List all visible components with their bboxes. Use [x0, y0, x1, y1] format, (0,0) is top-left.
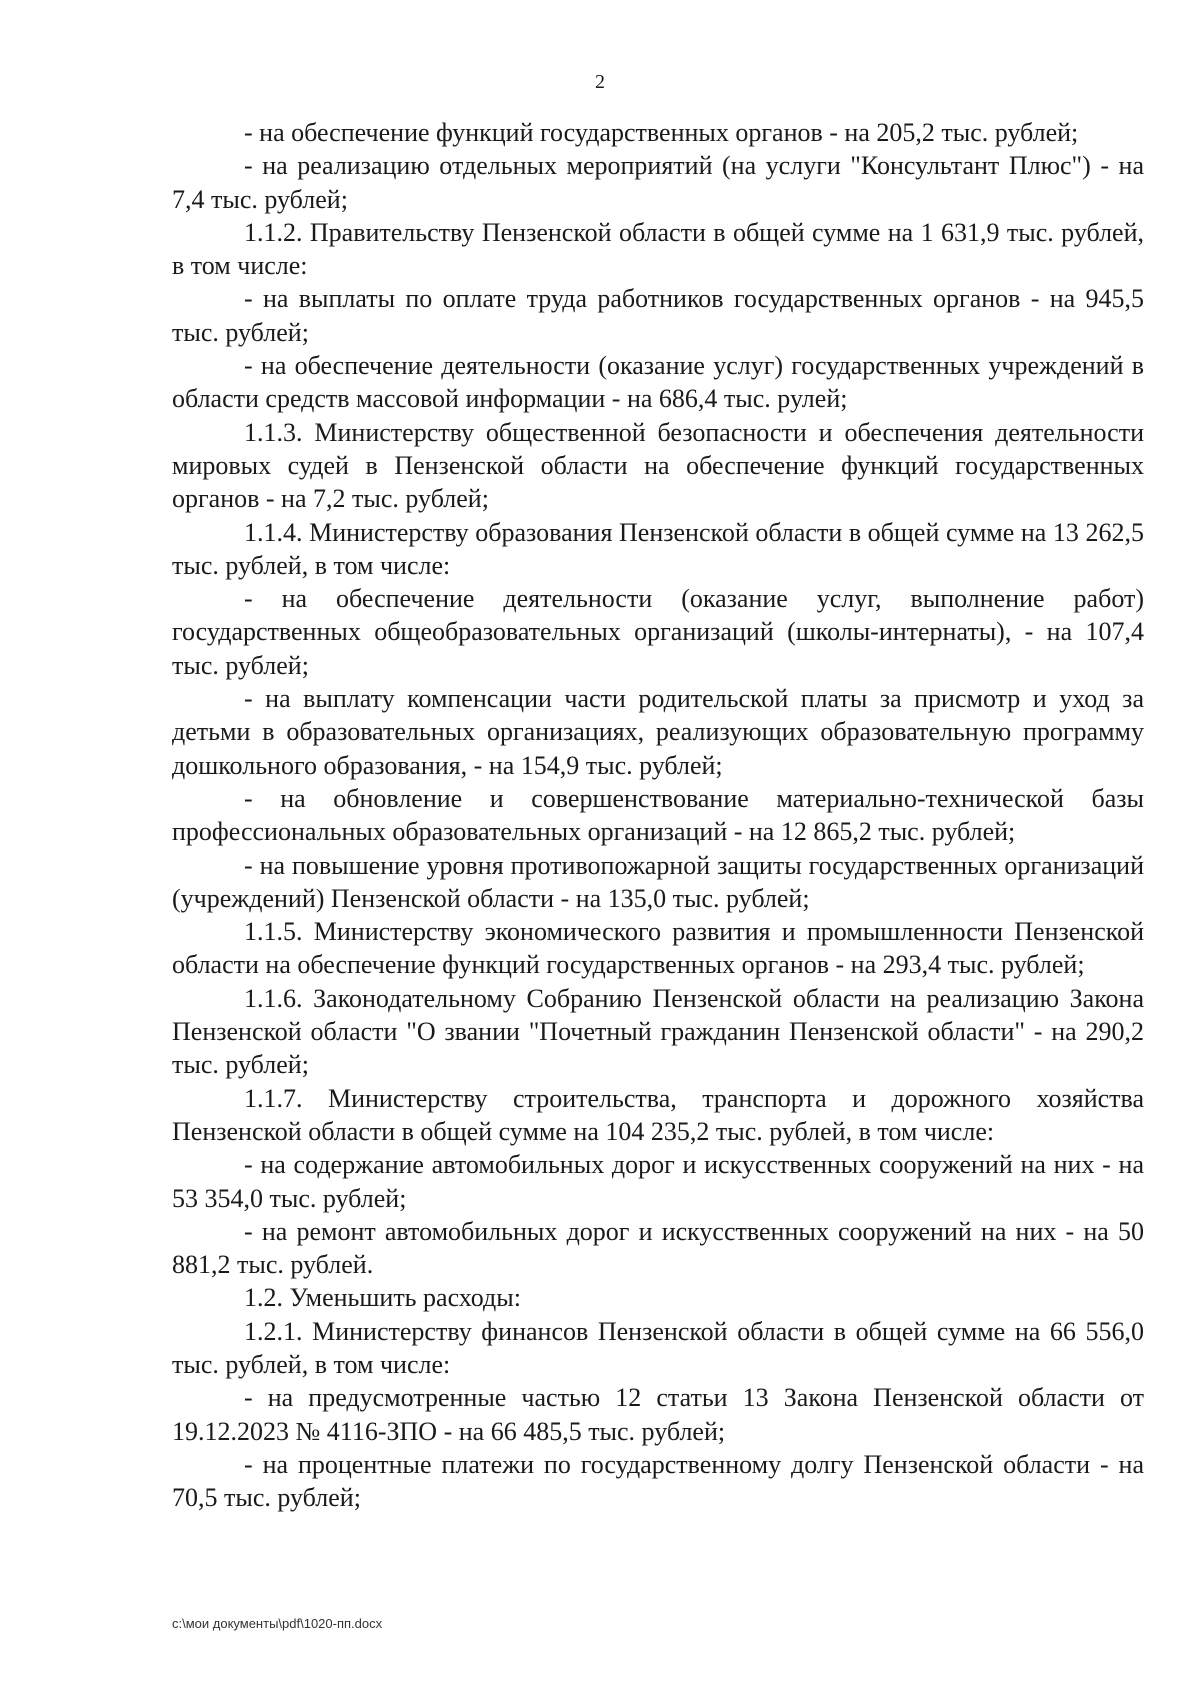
paragraph: 1.1.7. Министерству строительства, транспорта и дорожного хозяйства Пензенской области в общей сумме на 104 235,2 тыс. рублей, в том числе: — [172, 1083, 1144, 1146]
paragraph: - на реализацию отдельных мероприятий (на услуги "Консультант Плюс") - на 7,4 тыс. рублей; — [172, 151, 1144, 214]
paragraph: - на выплату компенсации части родительской платы за присмотр и уход за детьми в образовательных организациях, реализующих образовательную программу дошкольного образования, - на 154,9 тыс. рублей; — [172, 684, 1144, 780]
paragraph: 1.1.3. Министерству общественной безопасности и обеспечения деятельности мировых судей в Пензенской области на обеспечение функций государственных органов - на 7,2 тыс. рублей; — [172, 417, 1144, 514]
paragraph: - на обновление и совершенствование материально-технической базы профессиональных образовательных организаций - на 12 865,2 тыс. рублей; — [172, 783, 1144, 847]
page-number: 2 — [595, 71, 605, 93]
paragraph: - на содержание автомобильных дорог и искусственных сооружений на них - на 53 354,0 тыс. рублей; — [172, 1150, 1144, 1213]
paragraph: - на ремонт автомобильных дорог и искусственных сооружений на них - на 50 881,2 тыс. рублей. — [172, 1216, 1144, 1280]
paragraph: 1.1.2. Правительству Пензенской области в общей сумме на 1 631,9 тыс. рублей, в том числе: — [172, 217, 1144, 281]
paragraph: - на выплаты по оплате труда работников государственных органов - на 945,5 тыс. рублей; — [172, 284, 1144, 347]
paragraph: 1.2.1. Министерству финансов Пензенской области в общей сумме на 66 556,0 тыс. рублей, в том числе: — [172, 1316, 1144, 1379]
paragraph: - на процентные платежи по государственному долгу Пензенской области - на 70,5 тыс. рублей; — [172, 1449, 1144, 1513]
paragraph: 1.1.5. Министерству экономического развития и промышленности Пензенской области на обеспечение функций государственных органов - на 293,4 тыс. рублей; — [172, 917, 1144, 980]
paragraph: - на обеспечение функций государственных органов - на 205,2 тыс. рублей; — [244, 118, 1079, 147]
paragraph: 1.2. Уменьшить расходы: — [244, 1283, 521, 1313]
paragraph: - на повышение уровня противопожарной защиты государственных организаций (учреждений) Пензенской области - на 135,0 тыс. рублей; — [172, 850, 1144, 913]
paragraph: - на предусмотренные частью 12 статьи 13 Закона Пензенской области от 19.12.2023 № 4116-ЗПО - на 66 485,5 тыс. рублей; — [172, 1383, 1144, 1446]
paragraph: 1.1.6. Законодательному Собранию Пензенской области на реализацию Закона Пензенской области "О звании "Почетный гражданин Пензенской области" - на 290,2 тыс. рублей; — [172, 983, 1144, 1080]
footer-file-path: c:\мои документы\pdf\1020-пп.docx — [172, 1616, 383, 1631]
paragraph: - на обеспечение деятельности (оказание услуг) государственных учреждений в области средств массовой информации - на 686,4 тыс. рулей; — [172, 351, 1144, 414]
paragraph: 1.1.4. Министерству образования Пензенской области в общей сумме на 13 262,5 тыс. рублей, в том числе: — [172, 517, 1144, 580]
document-body — [172, 116, 1144, 1514]
paragraph: - на обеспечение деятельности (оказание услуг, выполнение работ) государственных общеобразовательных организаций (школы-интернаты), - на 107,4 тыс. рублей; — [172, 584, 1144, 680]
